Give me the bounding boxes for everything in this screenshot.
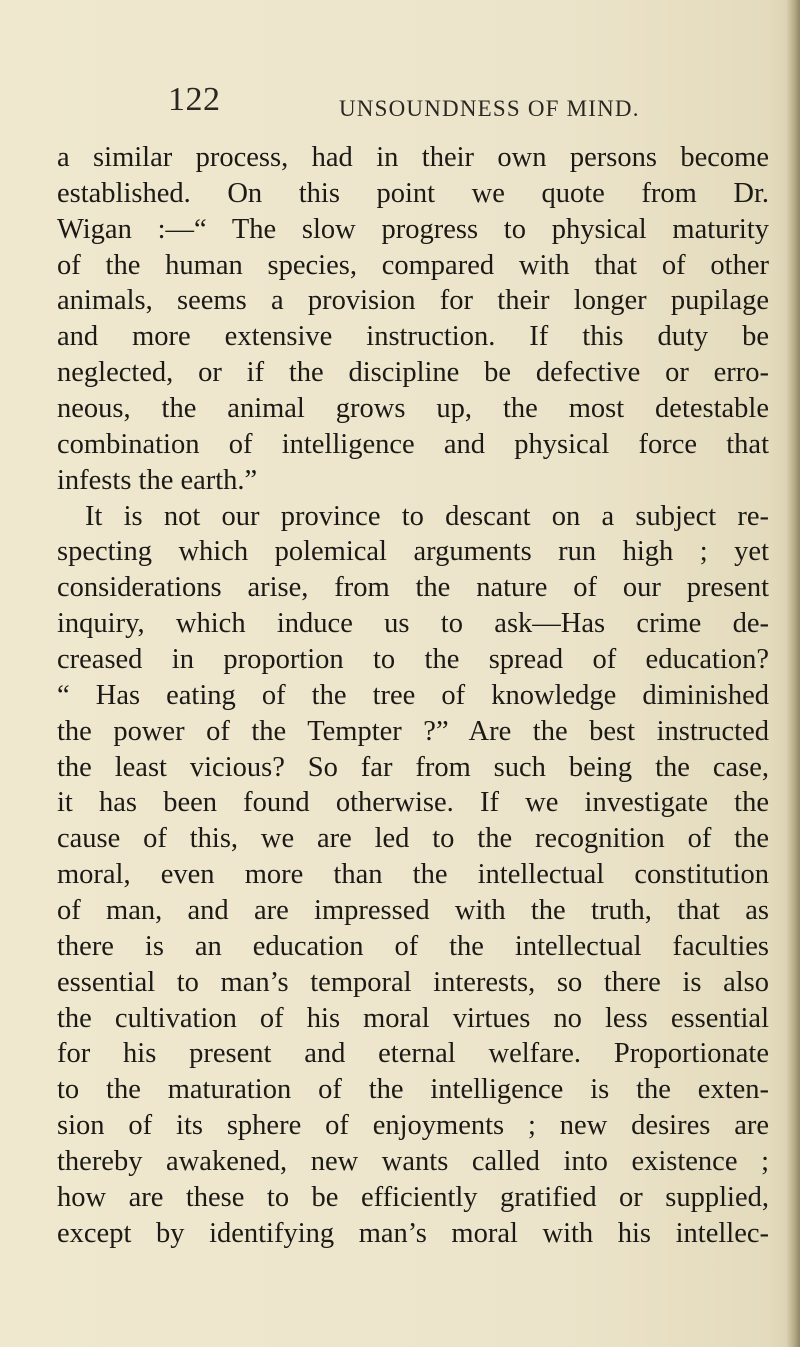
text-line: it has been found otherwise. If we investigate the [57,787,769,819]
text-line: the power of the Tempter ?” Are the best instructed [57,715,769,747]
text-line: the cultivation of his moral virtues no less essential [57,1002,769,1034]
text-line: except by identifying man’s moral with his intellec- [57,1217,769,1249]
text-line: the least vicious? So far from such being the case, [57,751,769,783]
text-line: of man, and are impressed with the truth, that as [57,895,769,927]
text-line: creased in proportion to the spread of education? [57,644,769,676]
body-text [57,140,769,1252]
text-line: there is an education of the intellectual faculties [57,930,769,962]
text-line: Wigan :—“ The slow progress to physical maturity [57,213,769,245]
page-number: 122 [168,81,221,118]
text-line: neous, the animal grows up, the most detestable [57,393,769,425]
text-line: to the maturation of the intelligence is the exten- [57,1074,769,1106]
page-header [0,82,800,122]
running-head: UNSOUNDNESS OF MIND. [339,96,640,121]
text-line: inquiry, which induce us to ask—Has crime de- [57,608,769,640]
text-line: established. On this point we quote from Dr. [57,177,769,209]
text-line: animals, seems a provision for their longer pupilage [57,285,769,317]
text-line: a similar process, had in their own persons become [57,142,769,173]
text-line: essential to man’s temporal interests, so there is also [57,966,769,998]
text-line: thereby awakened, new wants called into existence ; [57,1146,769,1178]
text-line: specting which polemical arguments run high ; yet [57,536,769,568]
text-line: for his present and eternal welfare. Proportionate [57,1038,769,1070]
text-line: of the human species, compared with that of other [57,249,769,281]
text-line: how are these to be efficiently gratified or supplied, [57,1181,769,1213]
text-line: infests the earth.” [57,464,258,496]
text-line: cause of this, we are led to the recognition of the [57,823,769,855]
text-line: combination of intelligence and physical force that [57,428,769,460]
text-line: “ Has eating of the tree of knowledge diminished [57,679,769,711]
text-line: sion of its sphere of enjoyments ; new desires are [57,1110,769,1142]
text-line: It is not our province to descant on a subject re- [85,500,769,532]
text-line: neglected, or if the discipline be defective or erro- [57,357,769,389]
page-binding-edge [786,0,800,1347]
text-line: and more extensive instruction. If this duty be [57,321,769,353]
text-line: moral, even more than the intellectual constitution [57,859,769,891]
text-line: considerations arise, from the nature of our present [57,572,769,604]
